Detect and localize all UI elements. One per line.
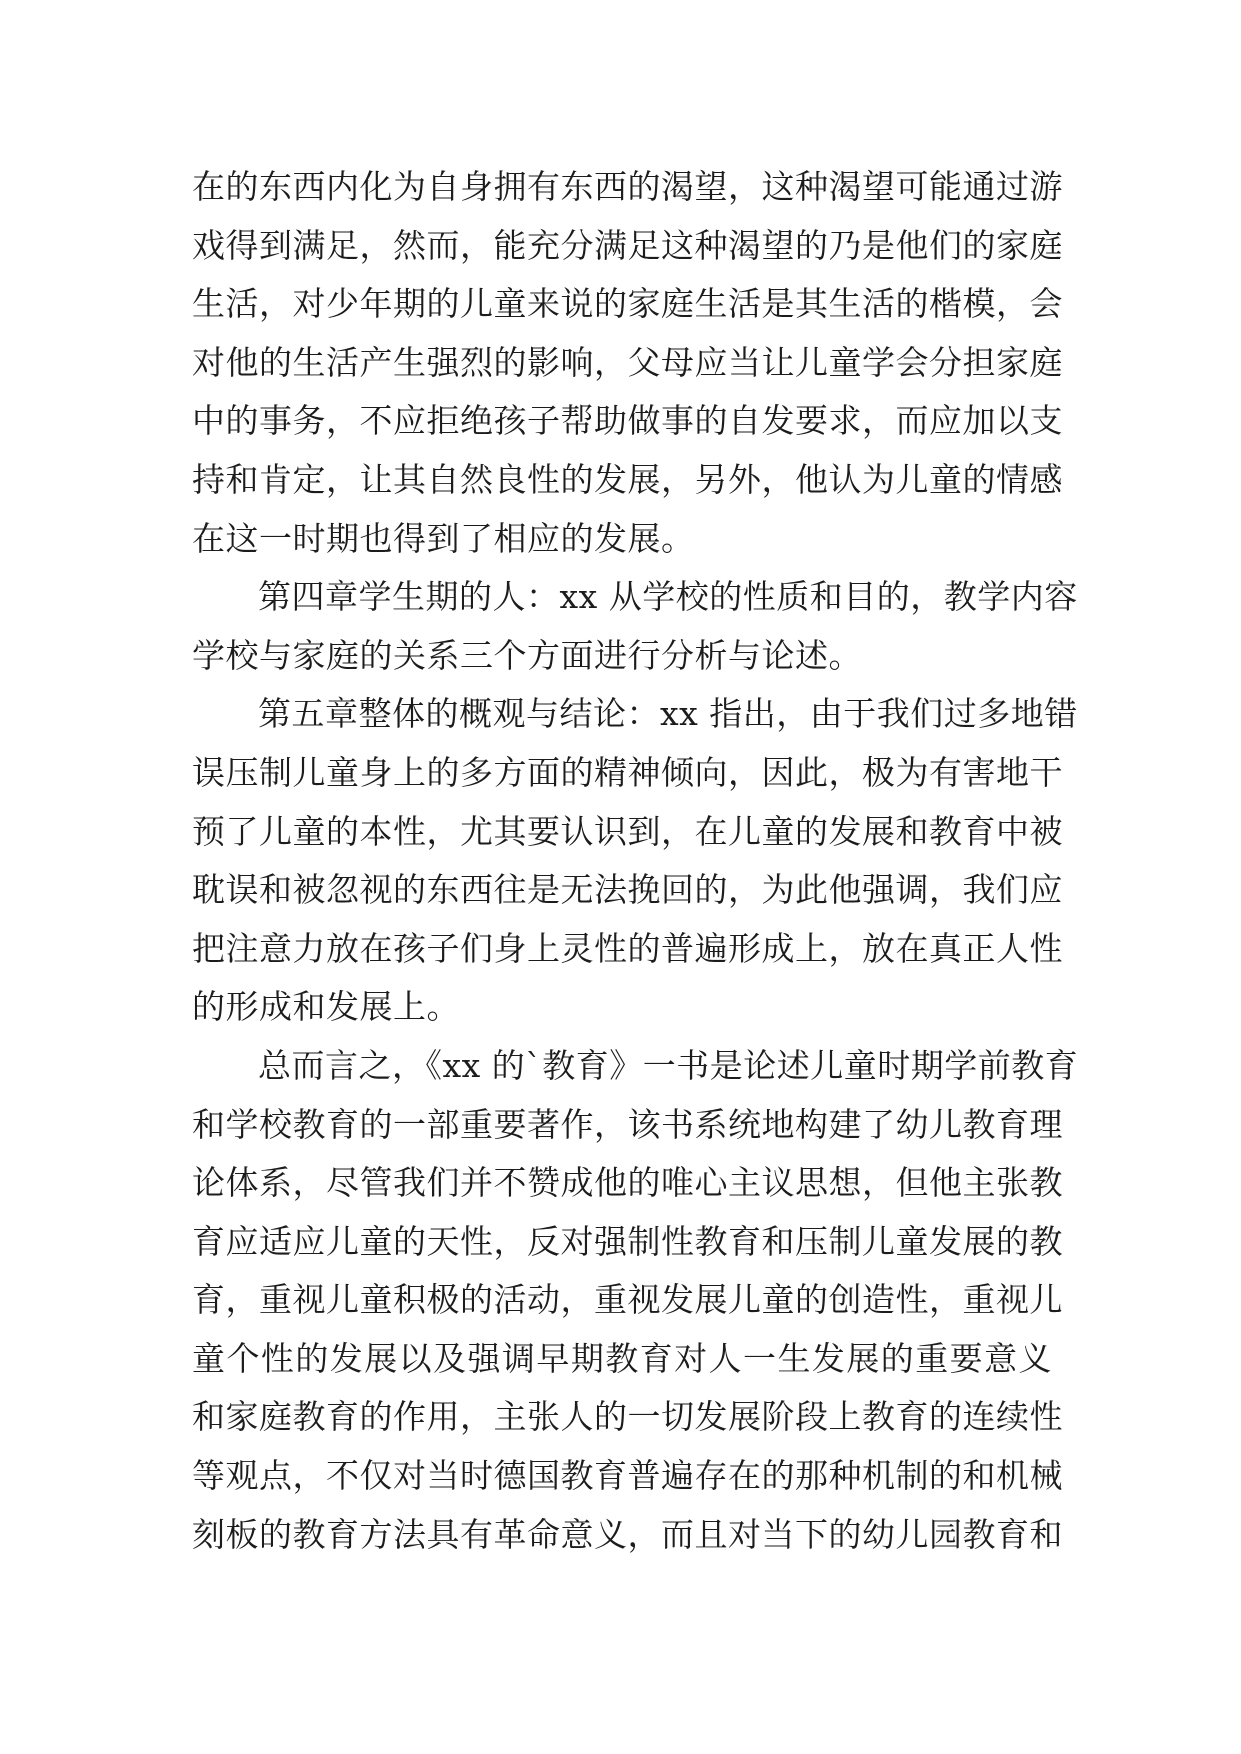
text-line: 对他的生活产生强烈的影响，父母应当让儿童学会分担家庭 xyxy=(192,342,1063,382)
text-line: 戏得到满足，然而，能充分满足这种渴望的乃是他们的家庭 xyxy=(192,225,1063,265)
text-line: 把注意力放在孩子们身上灵性的普遍形成上，放在真正人性 xyxy=(192,928,1063,968)
text-line: 在的东西内化为自身拥有东西的渴望，这种渴望可能通过游 xyxy=(192,167,1063,206)
text-line: 童个性的发展以及强调早期教育对人一生发展的重要意义 xyxy=(192,1338,1052,1378)
text-line: 育应适应儿童的天性，反对强制性教育和压制儿童发展的教 xyxy=(192,1221,1063,1261)
text-line: 第五章整体的概观与结论：xx 指出，由于我们过多地错 xyxy=(258,694,1078,734)
paragraph-chapter-five xyxy=(192,685,1078,1037)
text-line: 误压制儿童身上的多方面的精神倾向，因此，极为有害地干 xyxy=(192,752,1063,792)
text-line: 论体系，尽管我们并不赞成他的唯心主议思想，但他主张教 xyxy=(192,1163,1063,1203)
text-line: 生活，对少年期的儿童来说的家庭生活是其生活的楷模，会 xyxy=(192,284,1063,324)
text-line: 在这一时期也得到了相应的发展。 xyxy=(192,518,695,558)
paragraph-conclusion xyxy=(192,1037,1079,1564)
text-line: 等观点，不仅对当时德国教育普遍存在的那种机制的和机械 xyxy=(192,1456,1063,1496)
text-line: 学校与家庭的关系三个方面进行分析与论述。 xyxy=(192,635,862,675)
text-line: 持和肯定，让其自然良性的发展，另外，他认为儿童的情感 xyxy=(192,459,1063,499)
text-line: 刻板的教育方法具有革命意义，而且对当下的幼儿园教育和 xyxy=(192,1514,1063,1554)
text-line: 第四章学生期的人：xx 从学校的性质和目的，教学内容 xyxy=(258,577,1078,617)
text-line: 和学校教育的一部重要著作，该书系统地构建了幼儿教育理 xyxy=(192,1104,1063,1144)
text-line: 的形成和发展上。 xyxy=(192,987,460,1027)
body-text xyxy=(192,158,1079,1564)
text-line: 育，重视儿童积极的活动，重视发展儿童的创造性，重视儿 xyxy=(192,1280,1063,1320)
text-line: 耽误和被忽视的东西往是无法挽回的，为此他强调，我们应 xyxy=(192,870,1063,910)
text-line: 中的事务，不应拒绝孩子帮助做事的自发要求，而应加以支 xyxy=(192,401,1063,441)
text-line: 预了儿童的本性，尤其要认识到，在儿童的发展和教育中被 xyxy=(192,811,1063,851)
text-line: 和家庭教育的作用，主张人的一切发展阶段上教育的连续性 xyxy=(192,1397,1063,1437)
paragraph-continuation xyxy=(192,158,1063,568)
paragraph-chapter-four xyxy=(192,568,1078,685)
text-line: 总而言之，《xx 的`教育》一书是论述儿童时期学前教育 xyxy=(258,1045,1079,1085)
